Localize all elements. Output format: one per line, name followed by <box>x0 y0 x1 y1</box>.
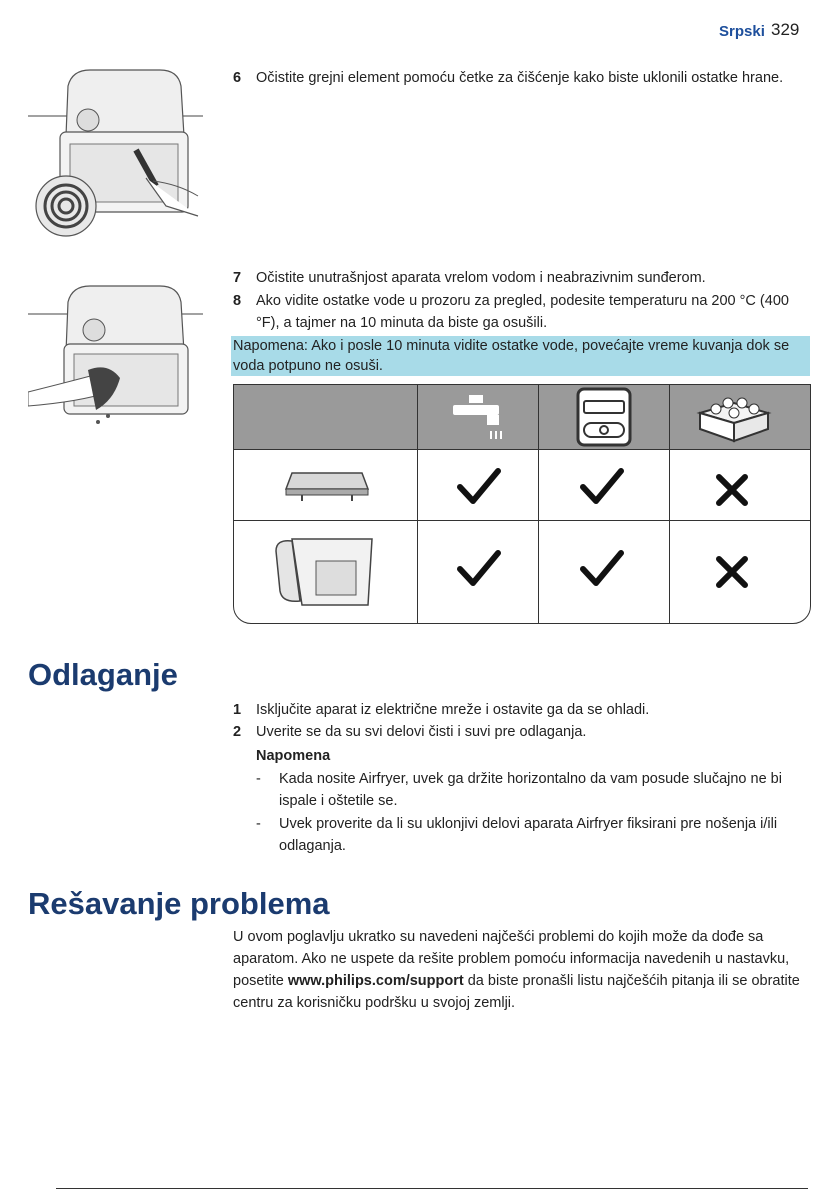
step-text: Isključite aparat iz električne mreže i ostavite ga da se ohladi. <box>256 702 650 718</box>
note-text: Kada nosite Airfryer, uvek ga držite horizontalno da vam posude slučajno ne bi ispale i oštetile se. <box>279 771 782 809</box>
step-number: 8 <box>233 293 242 309</box>
step-8 <box>233 290 813 334</box>
disposal-step-1 <box>233 699 813 721</box>
tap-water-icon <box>449 391 509 447</box>
disposal-step-2 <box>233 721 813 743</box>
note-item <box>256 813 811 857</box>
basket-icon <box>272 531 378 611</box>
dishwasher-icon <box>576 387 632 447</box>
language-label: Srpski <box>719 23 765 40</box>
cross-icon <box>715 473 749 507</box>
check-icon <box>457 467 501 507</box>
check-icon <box>457 549 501 589</box>
troubleshooting-text-after: da biste pronašli listu najčešćih pitanja ili se obratite centru za korisničku podršku u svojoj zemlji. <box>233 973 800 1011</box>
cross-icon <box>715 555 749 589</box>
note-text: Uvek proverite da li su uklonjivi delovi aparata Airfryer fiksirani pre nošenja i/ili odlaganja. <box>279 816 778 854</box>
clean-interior-illustration <box>28 282 203 432</box>
page-number: 329 <box>771 20 800 39</box>
grill-plate-icon <box>284 465 370 505</box>
step-number: 1 <box>233 702 242 718</box>
step-text: Očistite grejni element pomoću četke za čišćenje kako biste uklonili ostatke hrane. <box>256 70 784 86</box>
dash-bullet: - <box>256 771 261 787</box>
care-table <box>233 384 811 624</box>
troubleshooting-paragraph <box>233 926 813 1014</box>
section-title-disposal: Odlaganje <box>28 657 178 692</box>
section-title-troubleshooting: Rešavanje problema <box>28 886 330 921</box>
step-6 <box>233 67 813 89</box>
step-text: Očistite unutrašnjost aparata vrelom vodom i neabrazivnim sunđerom. <box>256 270 706 286</box>
abrasive-sponge-icon <box>696 389 772 445</box>
check-icon <box>580 549 624 589</box>
clean-heating-element-illustration <box>28 66 203 246</box>
step-number: 6 <box>233 70 242 86</box>
check-icon <box>580 467 624 507</box>
dash-bullet: - <box>256 816 261 832</box>
step-number: 2 <box>233 724 242 740</box>
step-text: Uverite se da su svi delovi čisti i suvi pre odlaganja. <box>256 724 587 740</box>
step-7 <box>233 267 813 289</box>
troubleshooting-text-before: U ovom poglavlju ukratko su navedeni najčešći problemi do kojih može da dođe sa aparatom. Ako ne uspete da rešite problem pomoću informacija navedenih u nastavku, posetite <box>233 929 790 989</box>
footer-rule <box>56 1188 808 1189</box>
support-link[interactable]: www.philips.com/support <box>287 973 464 989</box>
step-text: Ako vidite ostatke vode u prozoru za pregled, podesite temperaturu na 200 °C (400 °F), a tajmer na 10 minuta da biste ga osušili. <box>256 293 789 331</box>
highlight-note: Napomena: Ako i posle 10 minuta vidite ostatke vode, povećajte vreme kuvanja dok se voda potpuno ne osuši. <box>231 336 810 376</box>
note-title: Napomena <box>256 748 331 764</box>
note-item <box>256 768 811 812</box>
step-number: 7 <box>233 270 242 286</box>
